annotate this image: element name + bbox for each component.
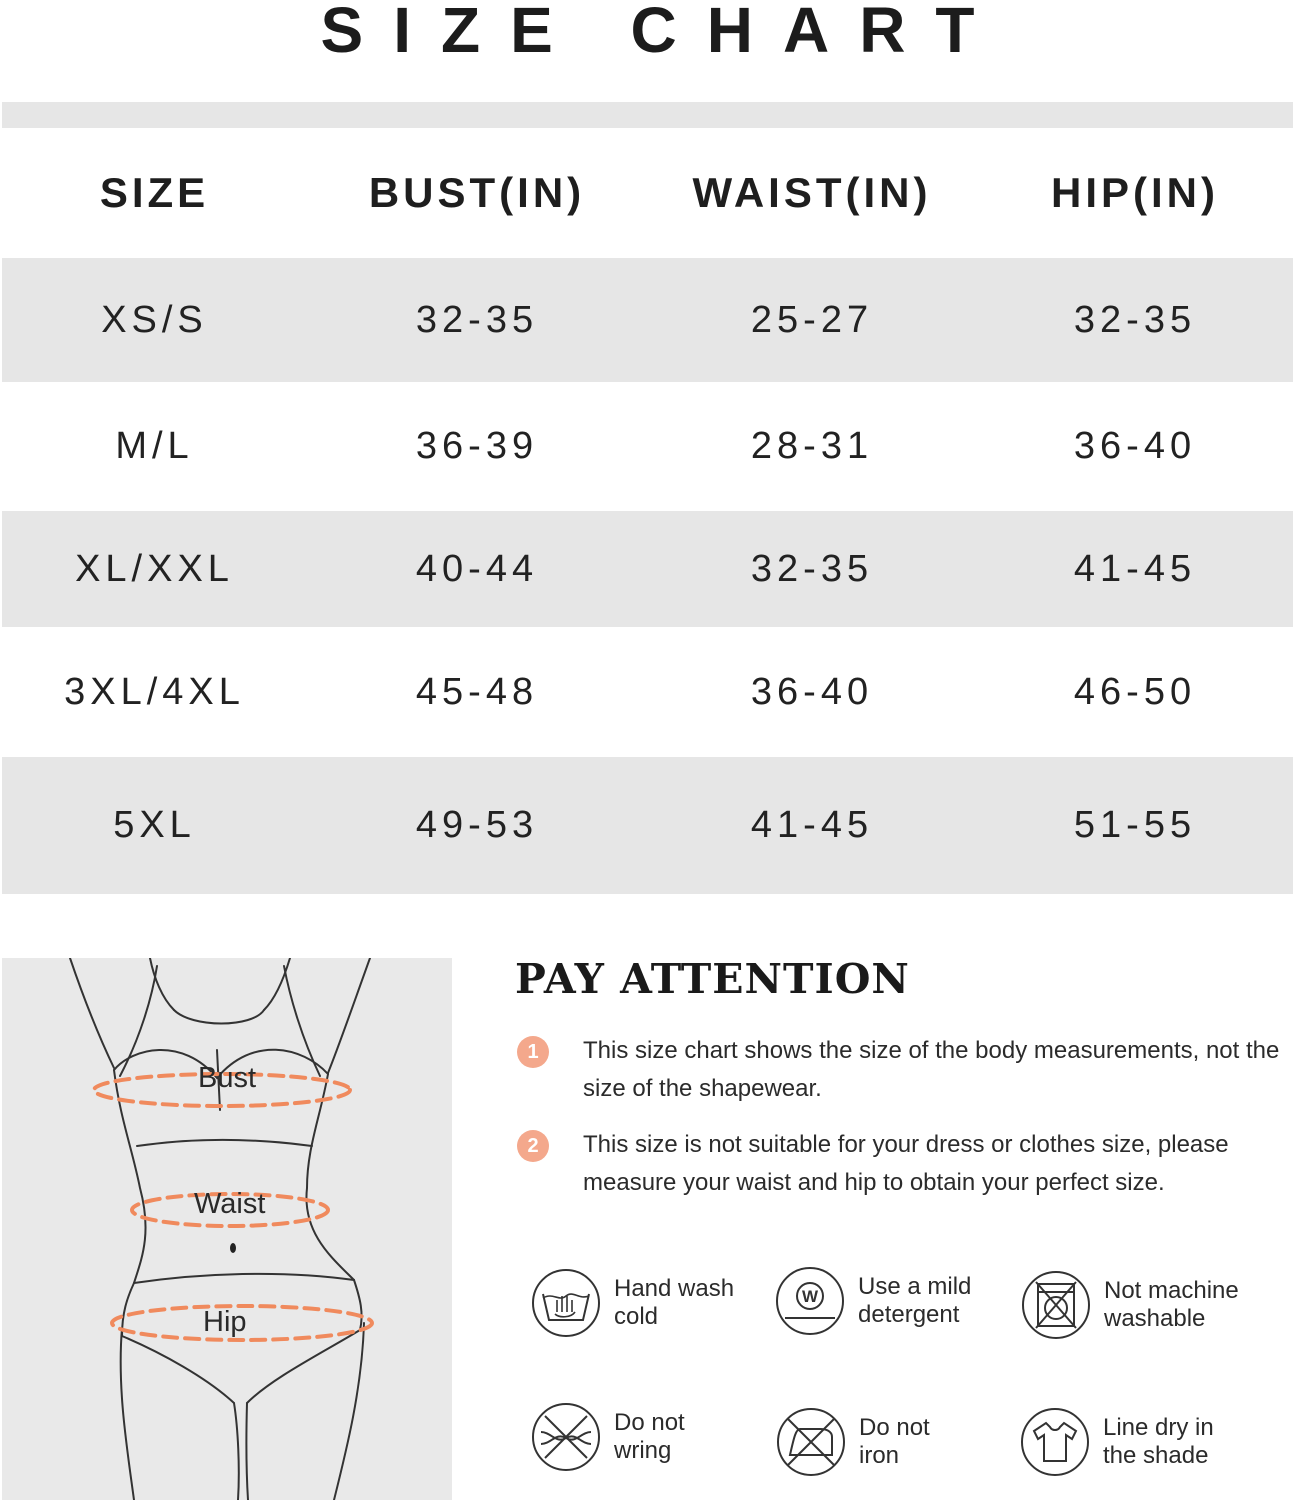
table-row (2, 511, 1293, 627)
cell-size: M/L (115, 425, 194, 467)
cell-hip: 36-40 (1073, 425, 1197, 467)
cell-size: XS/S (101, 298, 208, 341)
pay-attention-title: PAY ATTENTION (515, 955, 910, 1003)
note-item (515, 1032, 1295, 1112)
cell-bust: 36-39 (415, 425, 539, 467)
care-label: Do not (859, 1414, 930, 1441)
care-item-mild-detergent (775, 1266, 1008, 1336)
care-label: Do not (614, 1409, 685, 1436)
do-not-iron-icon (776, 1407, 846, 1477)
table-row (2, 258, 1293, 382)
header-bust: BUST(IN) (368, 169, 586, 216)
header-waist: WAIST(IN) (692, 169, 932, 216)
care-label: Use a mild (858, 1273, 972, 1300)
care-item-line-dry-shade (1020, 1407, 1253, 1477)
cell-size: XL/XXL (75, 547, 234, 590)
cell-bust: 40-44 (415, 547, 539, 590)
care-item-do-not-wring (531, 1402, 764, 1472)
care-label: Hand wash (614, 1275, 735, 1302)
table-row (2, 627, 1293, 757)
cell-hip: 51-55 (1073, 804, 1197, 846)
care-label: Line dry in (1103, 1414, 1214, 1441)
note-item (515, 1126, 1295, 1206)
cell-bust: 32-35 (415, 298, 539, 341)
note-text: This size is not suitable for your dress or clothes size, please measure your waist and hip to obtain your perfect size. (583, 1131, 1229, 1196)
care-label: iron (859, 1442, 900, 1469)
waist-label: Waist (194, 1188, 266, 1220)
care-item-no-machine-wash (1021, 1270, 1254, 1340)
note-text: This size chart shows the size of the body measurements, not the size of the shapewear. (583, 1037, 1280, 1102)
cell-hip: 41-45 (1073, 547, 1197, 590)
note-number-badge: 2 (517, 1130, 549, 1162)
cell-size: 5XL (113, 804, 196, 846)
mild-detergent-icon (775, 1266, 845, 1336)
care-label: wring (614, 1437, 672, 1464)
care-label: Not machine (1104, 1277, 1239, 1304)
cell-hip: 32-35 (1073, 298, 1197, 341)
measurement-figure (2, 958, 452, 1500)
care-label: washable (1104, 1305, 1206, 1332)
note-number-badge: 1 (517, 1036, 549, 1068)
table-row (2, 757, 1293, 894)
hand-wash-icon (531, 1268, 601, 1338)
table-header-row (2, 128, 1293, 258)
bust-label: Bust (198, 1062, 257, 1094)
line-dry-shade-icon (1020, 1407, 1090, 1477)
cell-waist: 41-45 (750, 804, 874, 846)
cell-waist: 32-35 (750, 547, 874, 590)
do-not-wring-icon (531, 1402, 601, 1472)
cell-waist: 36-40 (750, 670, 874, 713)
cell-hip: 46-50 (1073, 670, 1197, 713)
care-item-do-not-iron (776, 1407, 1009, 1477)
body-outline-illustration (2, 958, 452, 1500)
cell-waist: 28-31 (750, 425, 874, 467)
hip-label: Hip (203, 1306, 247, 1338)
cell-waist: 25-27 (750, 298, 874, 341)
cell-bust: 45-48 (415, 670, 539, 713)
care-label: cold (614, 1303, 659, 1330)
page-title: SIZE CHART (320, 0, 1005, 66)
svg-text:W: W (801, 1287, 819, 1306)
no-machine-wash-icon (1021, 1270, 1091, 1340)
care-item-hand-wash (531, 1268, 764, 1338)
header-divider (2, 102, 1293, 128)
header-hip: HIP(IN) (1051, 169, 1219, 216)
header-size: SIZE (99, 169, 210, 216)
cell-bust: 49-53 (415, 804, 539, 846)
care-label: the shade (1103, 1442, 1209, 1469)
cell-size: 3XL/4XL (64, 670, 245, 713)
table-row (2, 382, 1293, 511)
size-table (2, 128, 1293, 894)
care-label: detergent (858, 1301, 960, 1328)
